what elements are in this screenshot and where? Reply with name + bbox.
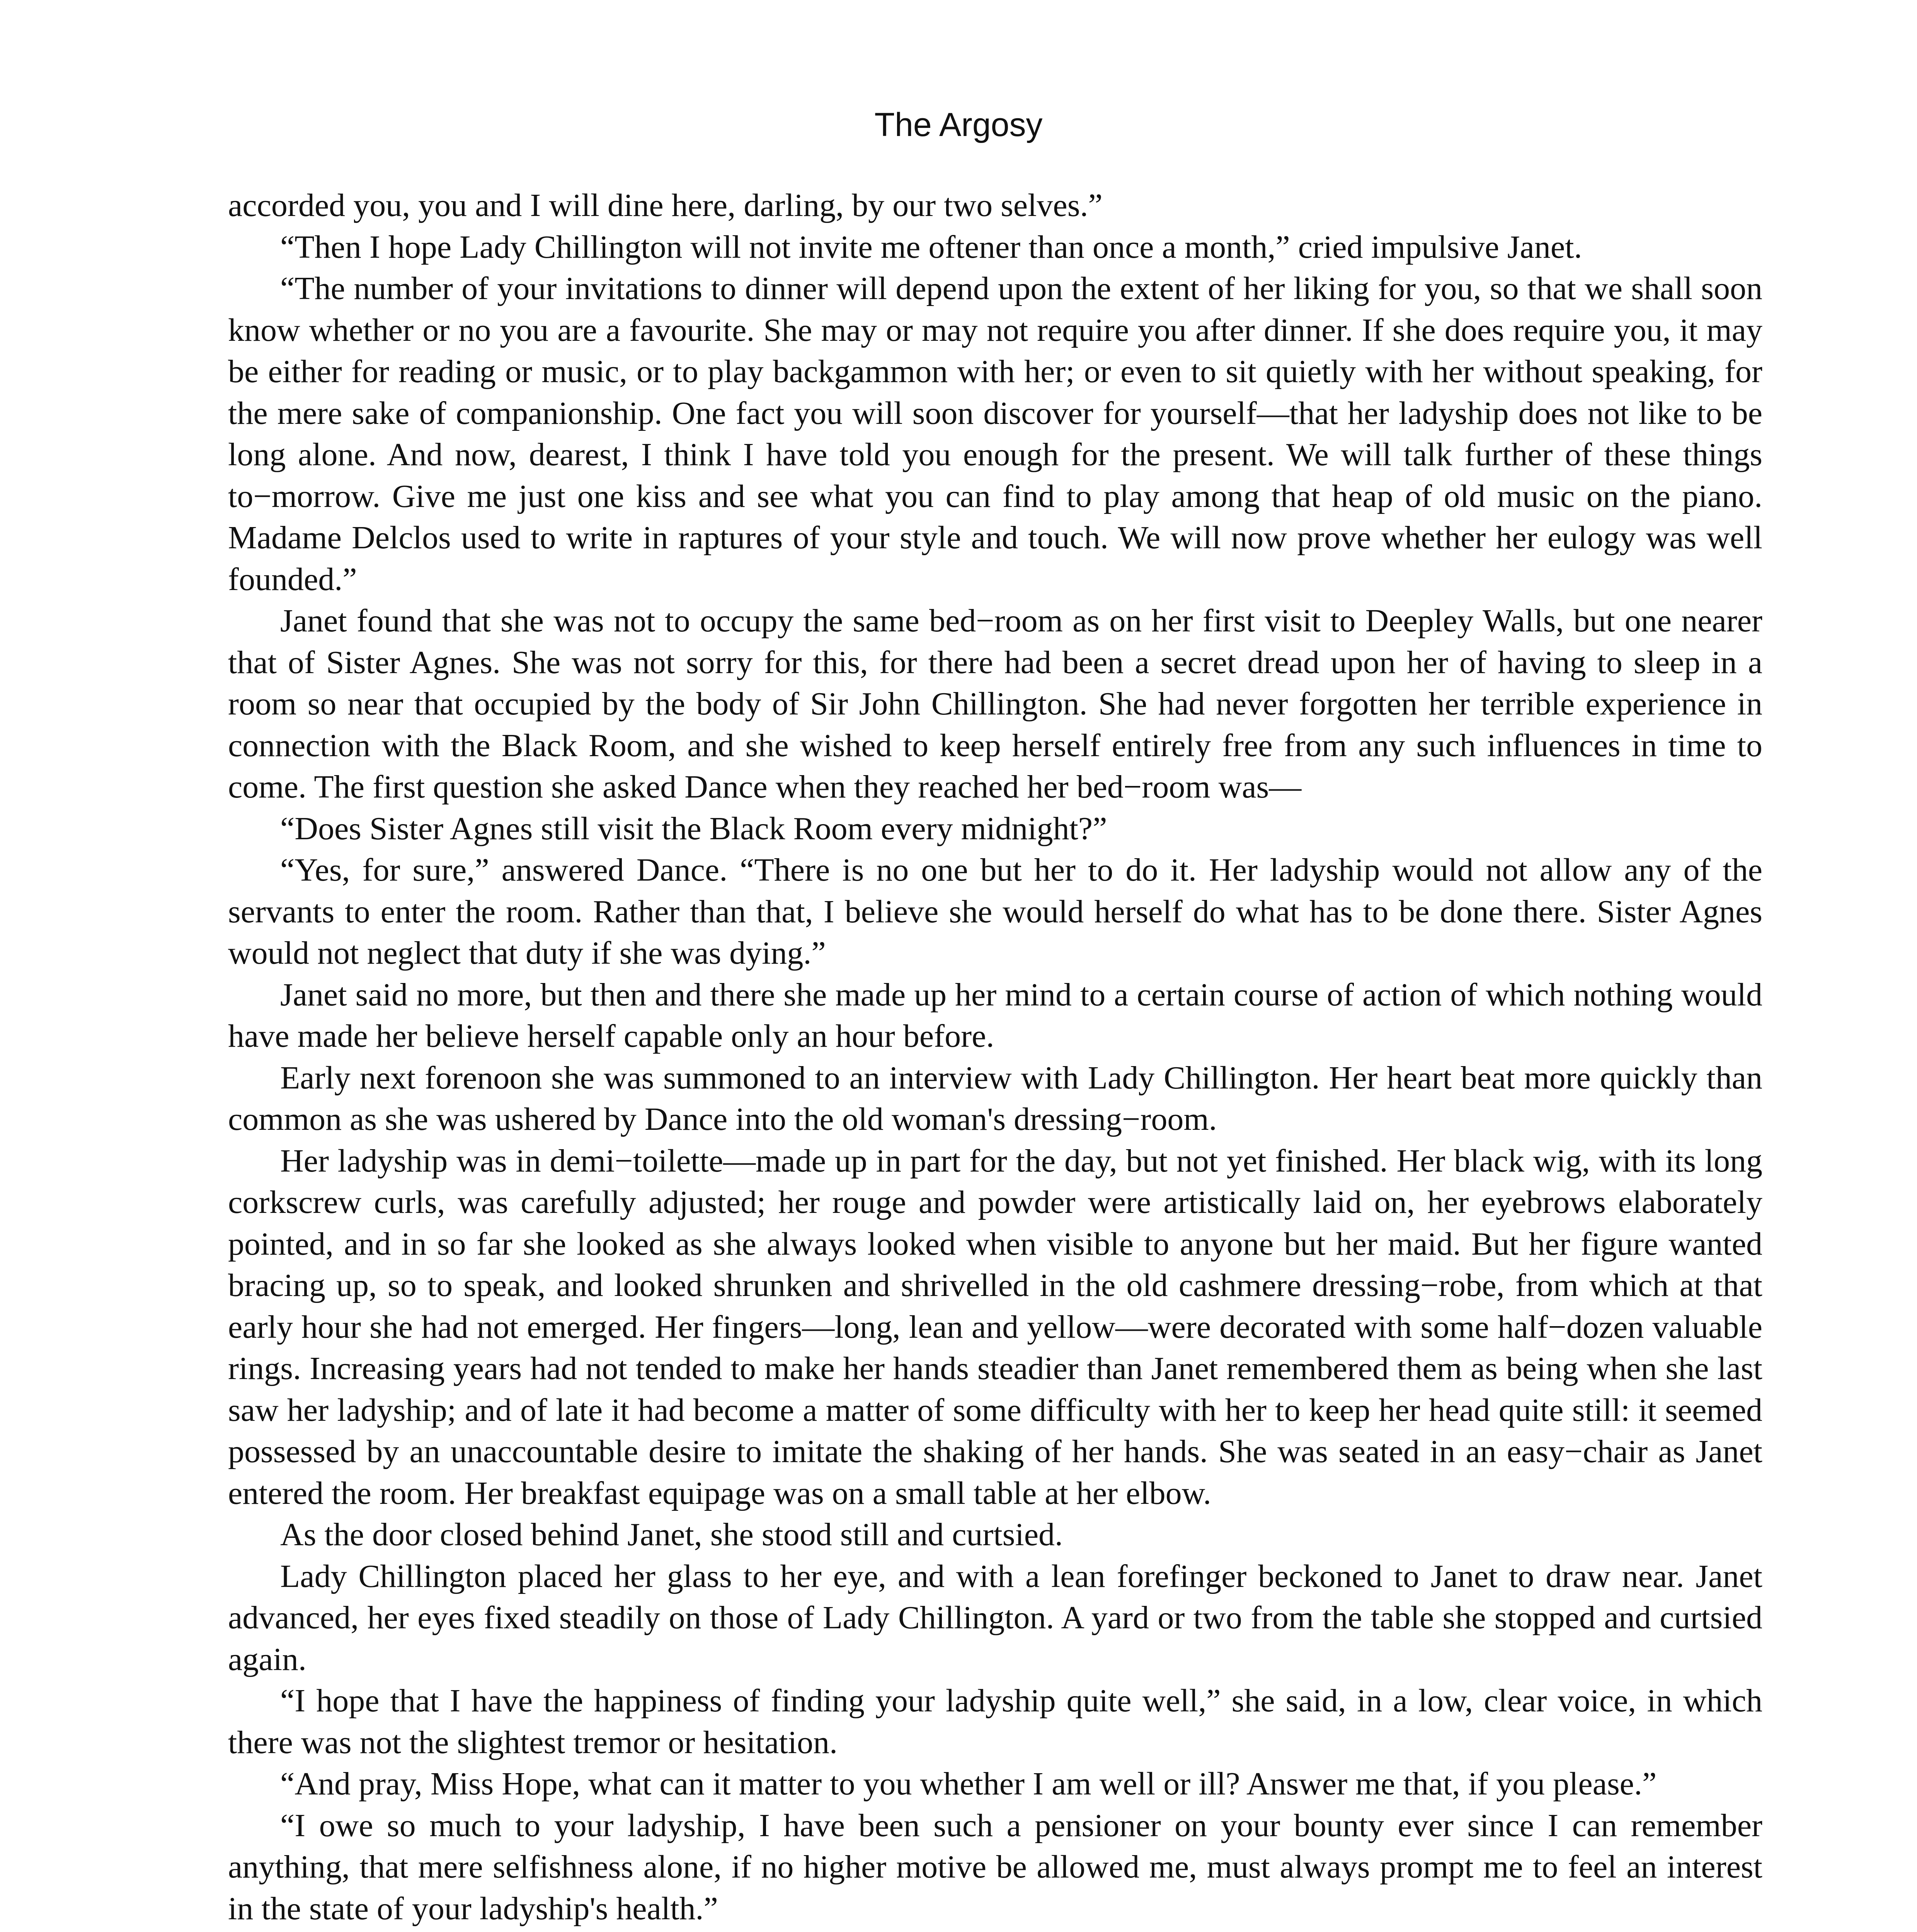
paragraph: As the door closed behind Janet, she stood still and curtsied. [280, 1517, 1063, 1553]
paragraph: “I hope that I have the happiness of finding your ladyship quite well,” she said, in a low, clear voice, in which there was not the slightest tremor or hesitation. [228, 1683, 1762, 1760]
paragraph: Early next forenoon she was summoned to an interview with Lady Chillington. Her heart beat more quickly than common as she was ushered by Dance into the old woman's dressing−room. [228, 1060, 1762, 1137]
body-text [228, 185, 1762, 1932]
paragraph: “I owe so much to your ladyship, I have been such a pensioner on your bounty ever since I can remember anything, that mere selfishness alone, if no higher motive be allowed me, must always prompt me to feel an interest in the state of your ladyship's health.” [228, 1807, 1762, 1927]
running-title: The Argosy [874, 106, 1043, 143]
paragraph: “Then I hope Lady Chillington will not invite me oftener than once a month,” cried impulsive Janet. [280, 229, 1582, 265]
paragraph: accorded you, you and I will dine here, darling, by our two selves.” [228, 187, 1103, 223]
paragraph: “The number of your invitations to dinner will depend upon the extent of her liking for you, so that we shall soon know whether or no you are a favourite. She may or may not require you after dinner. If she does require you, it may be either for reading or music, or to play backgammon with her; or even to sit quietly with her without speaking, for the mere sake of companionship. One fact you will soon discover for yourself—that her ladyship does not like to be long alone. And now, dearest, I think I have told you enough for the present. We will talk further of these things to−morrow. Give me just one kiss and see what you can find to play among that heap of old music on the piano. Madame Delclos used to write in raptures of your style and touch. We will now prove whether her eulogy was well founded.” [228, 270, 1762, 597]
paragraph: “Does Sister Agnes still visit the Black Room every midnight?” [280, 810, 1107, 847]
paragraph: Janet found that she was not to occupy the same bed−room as on her first visit to Deepley Walls, but one nearer that of Sister Agnes. She was not sorry for this, for there had been a secret dread upon her of having to sleep in a room so near that occupied by the body of Sir John Chillington. She had never forgotten her terrible experience in connection with the Black Room, and she wished to keep herself entirely free from any such influences in time to come. The first question she asked Dance when they reached her bed−room was— [228, 603, 1762, 805]
paragraph: “And pray, Miss Hope, what can it matter to you whether I am well or ill? Answer me that, if you please.” [280, 1766, 1657, 1802]
paragraph [228, 1929, 1762, 1932]
paragraph: Janet said no more, but then and there she made up her mind to a certain course of action of which nothing would have made her believe herself capable only an hour before. [228, 976, 1762, 1054]
paragraph: Lady Chillington placed her glass to her eye, and with a lean forefinger beckoned to Janet to draw near. Janet advanced, her eyes fixed steadily on those of Lady Chillington. A yard or two from the table she stopped and curtsied again. [228, 1558, 1762, 1677]
paragraph: Her ladyship was in demi−toilette—made up in part for the day, but not yet finished. Her black wig, with its long corkscrew curls, was carefully adjusted; her rouge and powder were artistically laid on, her eyebrows elaborately pointed, and in so far she looked as she always looked when visible to anyone but her maid. But her figure wanted bracing up, so to speak, and looked shrunken and shrivelled in the old cashmere dressing−robe, from which at that early hour she had not emerged. Her fingers—long, lean and yellow—were decorated with some half−dozen valuable rings. Increasing years had not tended to make her hands steadier than Janet remembered them as being when she last saw her ladyship; and of late it had become a matter of some difficulty with her to keep her head quite still: it seemed possessed by an unaccountable desire to imitate the shaking of her hands. She was seated in an easy−chair as Janet entered the room. Her breakfast equipage was on a small table at her elbow. [228, 1143, 1762, 1511]
paragraph: “Yes, for sure,” answered Dance. “There is no one but her to do it. Her ladyship would not allow any of the servants to enter the room. Rather than that, I believe she would herself do what has to be done there. Sister Agnes would not neglect that duty if she was dying.” [228, 852, 1762, 971]
